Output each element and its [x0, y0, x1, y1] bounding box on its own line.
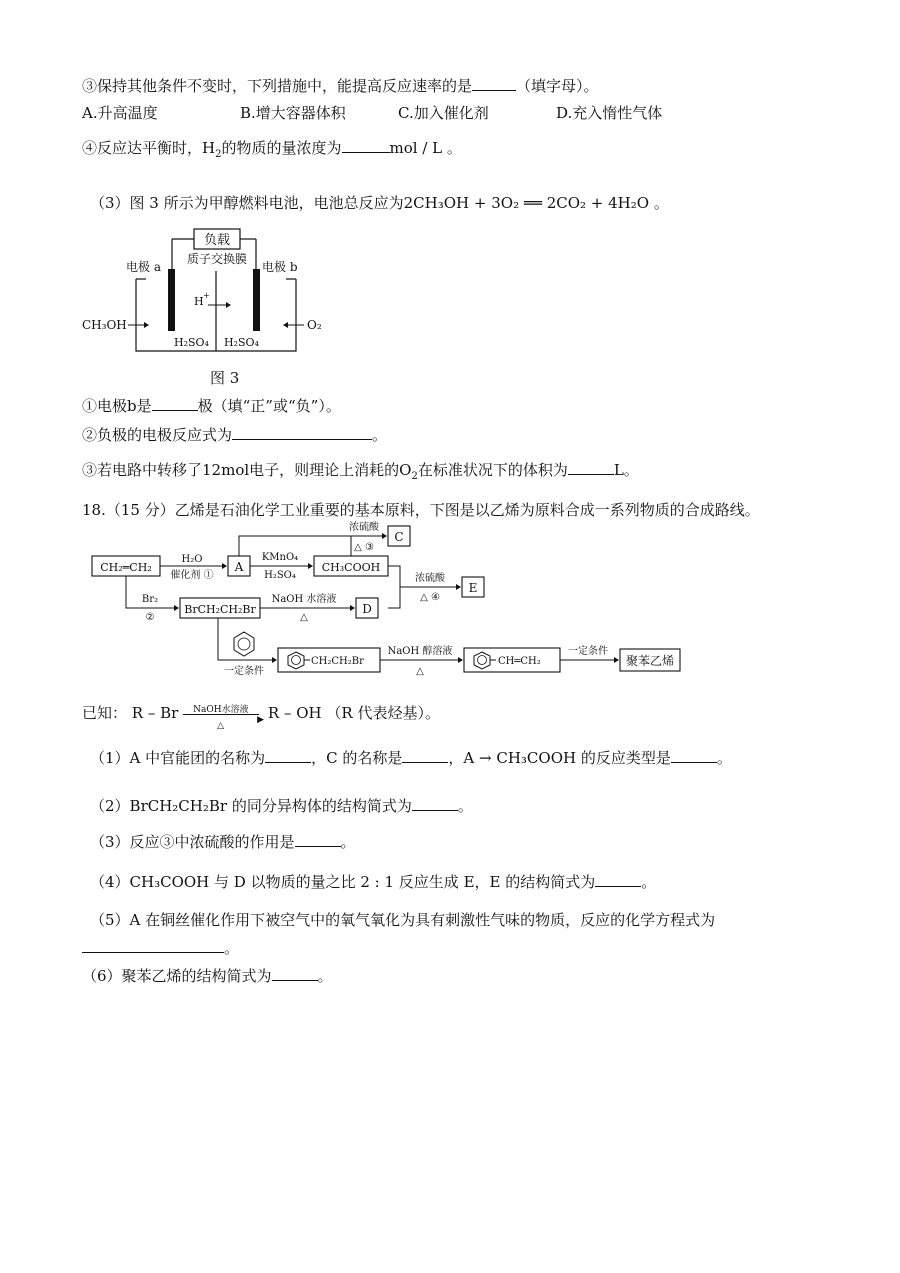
compound-a: A [234, 560, 244, 574]
answer-blank[interactable] [412, 796, 458, 811]
answer-blank[interactable] [342, 138, 390, 153]
option-d: D.充入惰性气体 [556, 104, 663, 122]
answer-blank[interactable] [232, 425, 372, 440]
svg-text:H₂SO₄: H₂SO₄ [264, 570, 296, 581]
ethylene: CH₂═CH₂ [100, 561, 152, 574]
answer-blank[interactable] [152, 396, 198, 411]
polystyrene: 聚苯乙烯 [625, 654, 675, 668]
figure-caption: 图 3 [210, 369, 240, 387]
fuel-cell-diagram [78, 225, 338, 360]
answer-blank[interactable] [82, 938, 224, 953]
option-a: A.升高温度 [82, 104, 158, 122]
q18-part4: （4）CH₃COOH 与 D 以物质的量之比 2 : 1 反应生成 E，E 的结构简式为 。 [90, 873, 657, 891]
svg-text:△: △ [416, 666, 424, 677]
svg-text:△ ③: △ ③ [354, 542, 374, 553]
q3-intro: （3）图 3 所示为甲醇燃料电池，电池总反应为2CH₃OH + 3O₂ ══ 2CO₂ + 4H₂O 。 [90, 194, 669, 212]
q3-item2: ②负极的电极反应式为 。 [82, 426, 388, 444]
answer-blank[interactable] [595, 872, 641, 887]
o2-label: O₂ [307, 318, 322, 332]
dibromide: BrCH₂CH₂Br [184, 603, 256, 616]
ch3oh-arrow [144, 322, 149, 328]
svg-text:催化剂 ①: 催化剂 ① [170, 570, 214, 581]
benzene-reagent [234, 632, 254, 656]
known-reaction: 已知： R – Br NaOH水溶液 ▶ △ R – OH （R 代表烃基）。 [82, 704, 440, 731]
electrolyte-right: H₂SO₄ [224, 336, 259, 349]
q3-item1: ①电极b是 极（填“正”或“负”）。 [82, 397, 341, 415]
svg-text:一定条件: 一定条件 [224, 666, 264, 677]
phenylethyl-bromide: CH₂CH₂Br [311, 656, 364, 667]
q2-item3: ③保持其他条件不变时，下列措施中，能提高反应速率的是 （填字母）。 [82, 77, 599, 95]
answer-blank[interactable] [295, 832, 341, 847]
q18-part3: （3）反应③中浓硫酸的作用是 。 [90, 833, 356, 851]
ch3oh-label: CH₃OH [82, 318, 127, 332]
svg-text:浓硫酸: 浓硫酸 [349, 522, 379, 533]
answer-blank[interactable] [402, 748, 448, 763]
known-arrow: NaOH水溶液 ▶ △ [183, 704, 263, 724]
answer-blank[interactable] [265, 748, 311, 763]
option-c: C.加入催化剂 [398, 104, 489, 122]
styrene: CH═CH₂ [498, 656, 541, 667]
q3-item3: ③若电路中转移了12mol电子，则理论上消耗的$O_2$在标准状况下的体积为 L。 [82, 461, 639, 482]
svg-text:一定条件: 一定条件 [568, 646, 608, 657]
q2-item4: ④反应达平衡时，$H_2$的物质的量浓度为 mol / L 。 [82, 139, 462, 160]
electrode-b-label: 电极 b [262, 260, 298, 274]
answer-blank[interactable] [671, 748, 717, 763]
svg-text:②: ② [145, 612, 155, 623]
answer-blank[interactable] [568, 460, 614, 475]
svg-text:△ ④: △ ④ [420, 592, 440, 603]
electrode-a-label: 电极 a [126, 260, 161, 274]
electrolyte-left: H₂SO₄ [174, 336, 209, 349]
q18-part1: （1）A 中官能团的名称为 ，C 的名称是 ，A → CH₃COOH 的反应类型是 。 [90, 749, 732, 767]
q18-part2: （2）BrCH₂CH₂Br 的同分异构体的结构简式为 。 [90, 797, 473, 815]
svg-text:KMnO₄: KMnO₄ [261, 552, 299, 563]
svg-text:+: + [203, 291, 210, 300]
svg-text:NaOH 醇溶液: NaOH 醇溶液 [387, 646, 453, 657]
synthesis-scheme [86, 520, 686, 682]
q18-part5: （5）A 在铜丝催化作用下被空气中的氧气氧化为具有刺激性气味的物质，反应的化学方程式为 [90, 911, 716, 929]
option-b: B.增大容器体积 [240, 104, 346, 122]
q18-part6: （6）聚苯乙烯的结构简式为 。 [82, 967, 333, 985]
compound-d: D [362, 602, 372, 616]
electrode-a [168, 269, 175, 331]
svg-text:H₂O: H₂O [181, 554, 203, 565]
answer-blank[interactable] [272, 966, 318, 981]
compound-c: C [394, 530, 404, 544]
acetic-acid: CH₃COOH [321, 561, 381, 574]
svg-text:浓硫酸: 浓硫酸 [415, 573, 445, 584]
proton-label: H [194, 295, 204, 308]
load-label: 负载 [203, 233, 231, 248]
compound-e: E [468, 581, 478, 595]
electrode-b [253, 269, 260, 331]
q18-header: 18.（15 分）乙烯是石油化学工业重要的基本原料，下图是以乙烯为原料合成一系列物质的合成路线。 [82, 501, 760, 519]
svg-text:△: △ [300, 612, 308, 623]
svg-text:Br₂: Br₂ [141, 594, 159, 605]
q18-part5-answer: 。 [82, 938, 239, 958]
answer-blank[interactable] [472, 76, 516, 91]
membrane-label: 质子交换膜 [186, 252, 248, 266]
o2-arrow [283, 322, 288, 328]
svg-text:NaOH 水溶液: NaOH 水溶液 [271, 594, 337, 605]
